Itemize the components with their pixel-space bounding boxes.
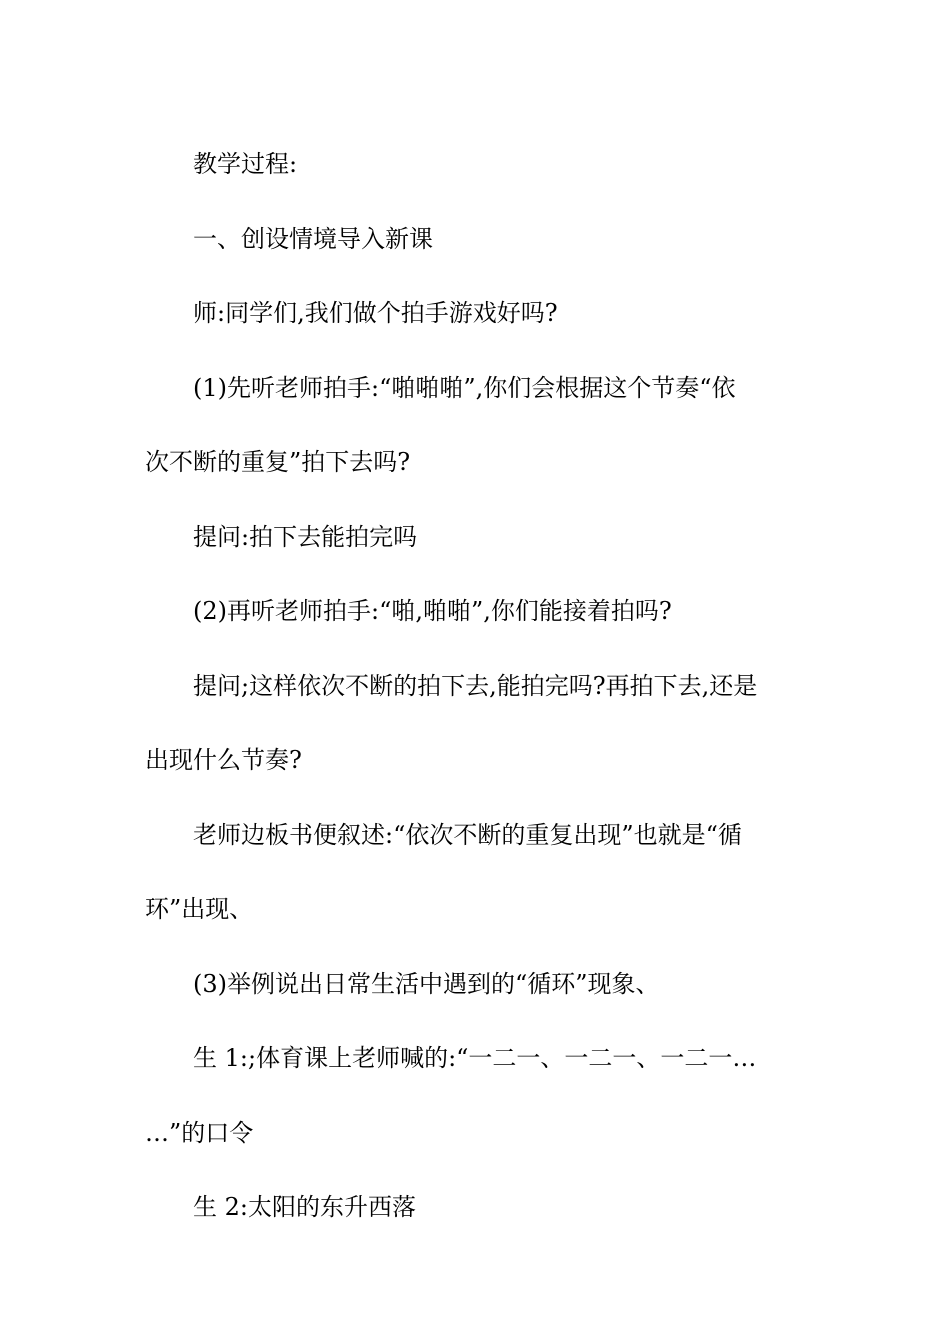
paragraph-line: 次不断的重复”拍下去吗?	[145, 448, 411, 476]
paragraph-line: 出现什么节奏?	[145, 746, 302, 774]
paragraph-line: 提问:拍下去能拍完吗	[193, 522, 418, 551]
paragraph-line: 生 2:太阳的东升西落	[193, 1193, 416, 1221]
section-heading-introduction: 一、创设情境导入新课	[193, 224, 433, 253]
paragraph-line: (1)先听老师拍手:“啪啪啪”,你们会根据这个节奏“依	[193, 373, 736, 402]
paragraph-line: (2)再听老师拍手:“啪,啪啪”,你们能接着拍吗?	[193, 597, 672, 625]
document-body	[145, 127, 807, 1245]
paragraph-line: (3)举例说出日常生活中遇到的“循环”现象、	[193, 969, 660, 998]
paragraph-line: 师:同学们,我们做个拍手游戏好吗?	[193, 299, 558, 327]
paragraph-line: 环”出现、	[145, 895, 254, 923]
paragraph-line: 提问;这样依次不断的拍下去,能拍完吗?再拍下去,还是	[193, 671, 758, 700]
paragraph-line: 生 1:;体育课上老师喊的:“一二一、一二一、一二一…	[193, 1044, 757, 1072]
paragraph-line: …”的口令	[145, 1118, 254, 1147]
paragraph-line: 老师边板书便叙述:“依次不断的重复出现”也就是“循	[193, 820, 742, 849]
section-heading-teaching-process: 教学过程:	[193, 150, 298, 178]
